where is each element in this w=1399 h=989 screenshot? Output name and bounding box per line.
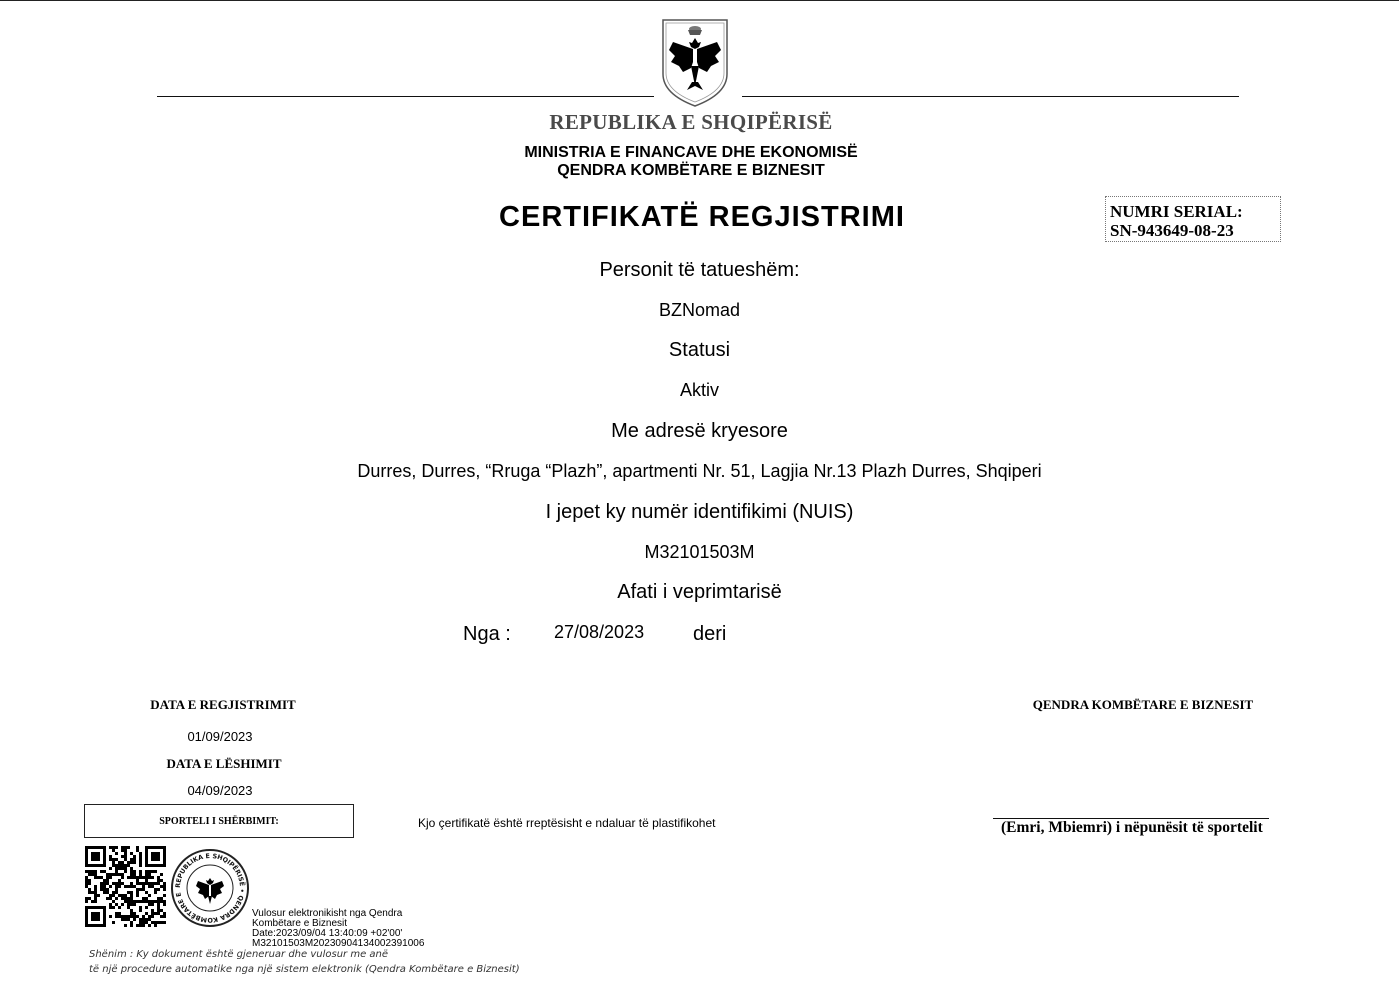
seal-line-3: Date:2023/09/04 13:40:09 +02'00' <box>252 928 403 939</box>
signature-org-label: QENDRA KOMBËTARE E BIZNESIT <box>1032 697 1254 712</box>
period-label: Afati i veprimtarisë <box>617 581 782 603</box>
from-label: Nga : <box>463 623 511 645</box>
address-value: Durres, Durres, “Rruga “Plazh”, apartmenti Nr. 51, Lagjia Nr.13 Plazh Durres, Shqiperi <box>357 461 1042 481</box>
nuis-value: M32101503M <box>644 542 755 562</box>
qr-code-icon <box>85 846 166 927</box>
ministry-name <box>0 144 1382 180</box>
top-border <box>0 0 1399 1</box>
republic-title: REPUBLIKA E SHQIPËRISË <box>549 110 833 134</box>
taxpayer-label: Personit të tatueshëm: <box>599 259 800 281</box>
seal-line-1: Vulosur elektronikisht nga Qendra <box>252 908 403 919</box>
registration-date-value: 01/09/2023 <box>187 729 253 744</box>
to-label: deri <box>693 623 727 645</box>
service-desk-label: SPORTELI I SHËRBIMIT: <box>159 815 279 827</box>
seal-details <box>252 909 424 949</box>
header-rule-right <box>742 96 1239 97</box>
nuis-label: I jepet ky numër identifikimi (NUIS) <box>545 501 854 523</box>
ministry-line: MINISTRIA E FINANCAVE DHE EKONOMISË <box>524 144 858 161</box>
status-value: Aktiv <box>679 380 719 400</box>
registration-date-label: DATA E REGJISTRIMIT <box>150 697 296 712</box>
serial-number-box <box>1105 196 1281 242</box>
electronic-seal-icon <box>170 848 250 928</box>
header-rule-left <box>157 96 654 97</box>
service-desk-box <box>84 804 354 838</box>
issue-date-label: DATA E LËSHIMIT <box>166 756 282 771</box>
taxpayer-value: BZNomad <box>658 300 741 320</box>
issue-date-value: 04/09/2023 <box>187 783 253 798</box>
footnote-line-2: të një procedure automatike nga një sistem elektronik (Qendra Kombëtare e Biznesit) <box>89 964 520 975</box>
business-center-line: QENDRA KOMBËTARE E BIZNESIT <box>557 162 825 179</box>
signature-caption: (Emri, Mbiemri) i nëpunësit të sportelit <box>1001 819 1263 836</box>
albanian-eagle-emblem-icon <box>659 16 731 108</box>
status-label: Statusi <box>668 339 731 361</box>
certificate-title: CERTIFIKATË REGJISTRIMI <box>499 201 905 233</box>
lamination-notice: Kjo çertifikatë është rreptësisht e ndaluar të plastifikohet <box>418 816 716 830</box>
seal-line-4: M32101503M20230904134002391006 <box>252 938 425 949</box>
seal-line-2: Kombëtare e Biznesit <box>252 918 348 929</box>
footnote-line-1: Shënim : Ky dokument është gjeneruar dhe vulosur me anë <box>89 949 389 960</box>
address-label: Me adresë kryesore <box>611 420 788 442</box>
serial-label: NUMRI SERIAL: <box>1110 202 1243 221</box>
seal-ring-text: REPUBLIKA E SHQIPËRISË • QENDRA KOMBËTARE E <box>173 851 247 925</box>
serial-value: SN-943649-08-23 <box>1110 221 1234 240</box>
from-date: 27/08/2023 <box>554 622 645 642</box>
